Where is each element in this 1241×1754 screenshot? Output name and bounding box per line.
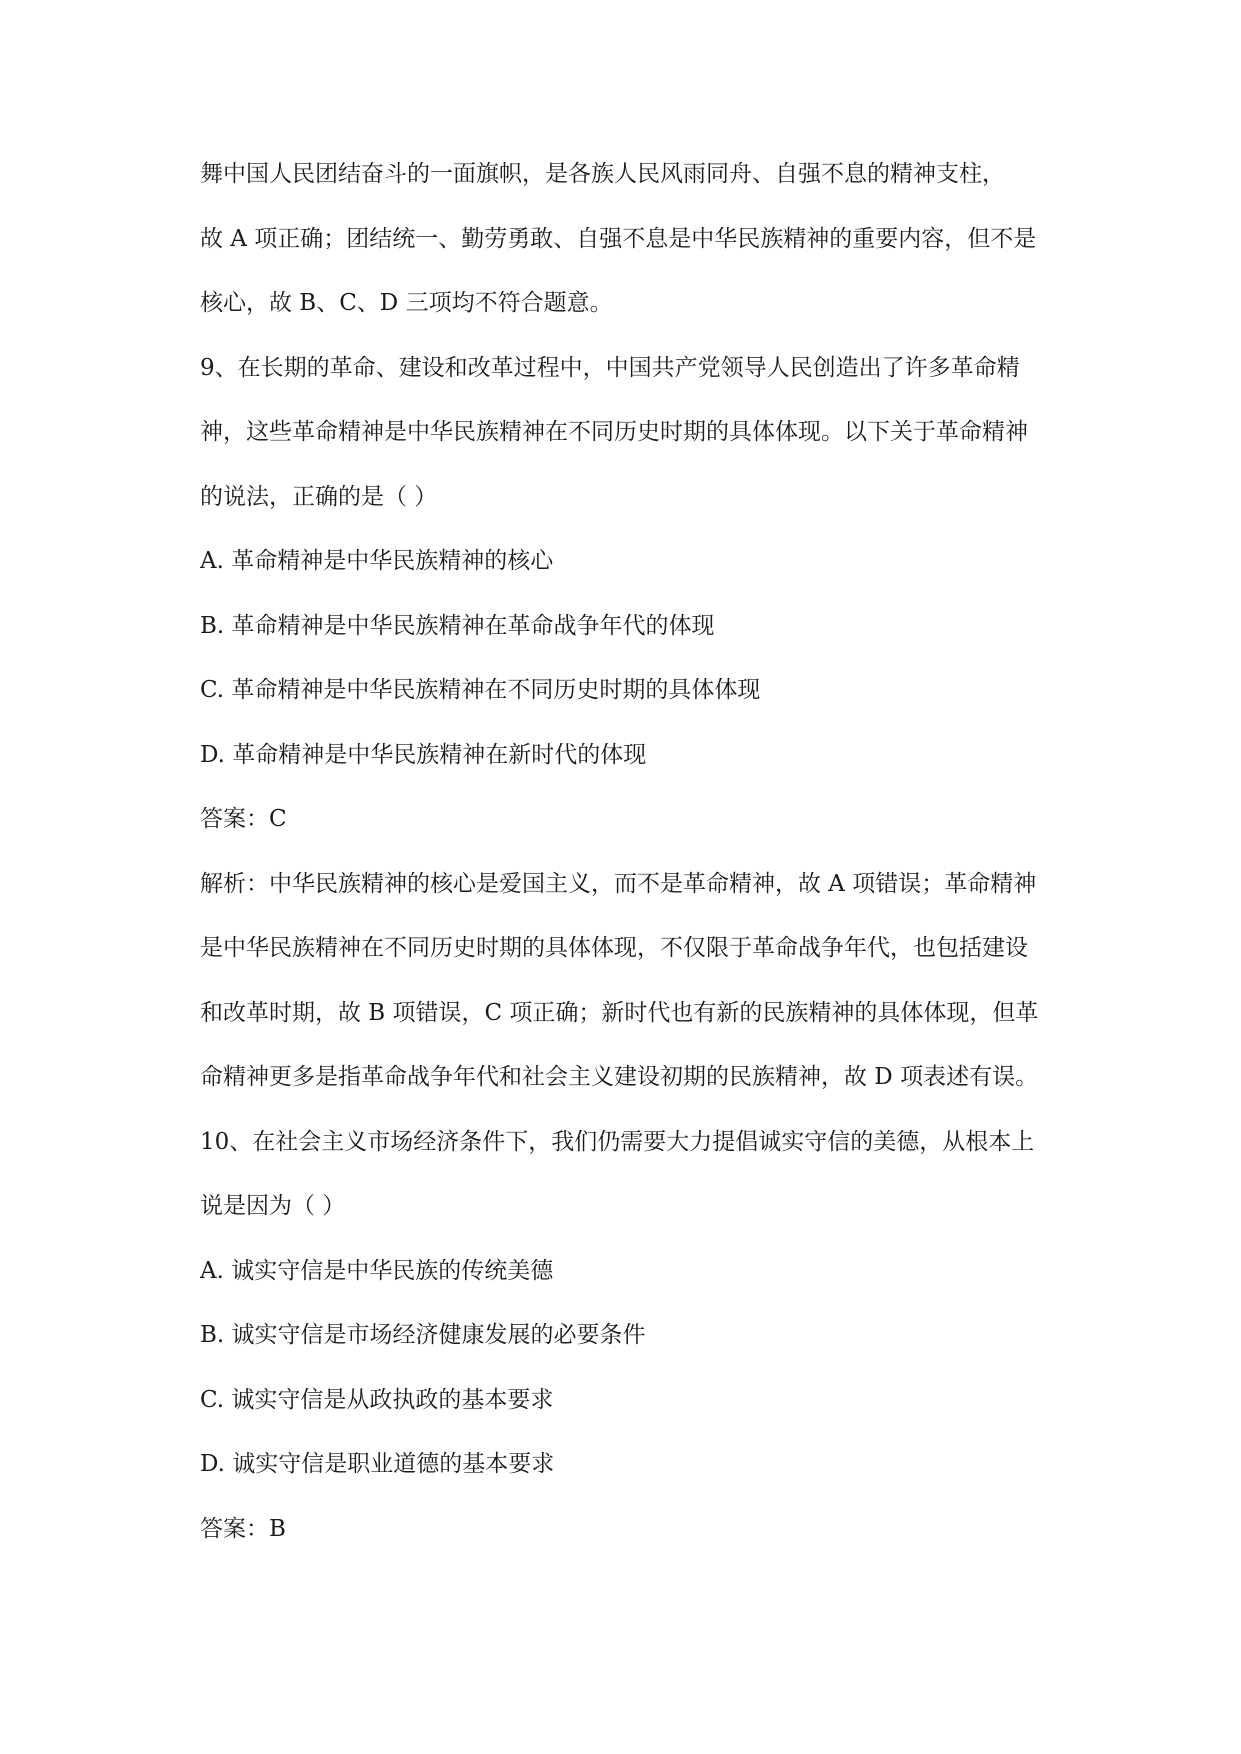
- explanation-line: 核心，故 B、C、D 三项均不符合题意。: [200, 290, 613, 316]
- question-9-explanation: 命精神更多是指革命战争年代和社会主义建设初期的民族精神，故 D 项表述有误。: [200, 1064, 1039, 1090]
- question-9-stem: 的说法，正确的是（ ）: [200, 483, 438, 510]
- explanation-line: 舞中国人民团结奋斗的一面旗帜，是各族人民风雨同舟、自强不息的精神支柱，: [200, 161, 1005, 187]
- question-9-stem: 神，这些革命精神是中华民族精神在不同历史时期的具体体现。以下关于革命精神: [200, 419, 1028, 445]
- question-10-option-d: D. 诚实守信是职业道德的基本要求: [200, 1451, 555, 1477]
- question-10-option-a: A. 诚实守信是中华民族的传统美德: [200, 1257, 554, 1284]
- question-9-stem: 9、在长期的革命、建设和改革过程中，中国共产党领导人民创造出了许多革命精: [200, 354, 1020, 381]
- question-9-explanation: 是中华民族精神在不同历史时期的具体体现，不仅限于革命战争年代，也包括建设: [200, 935, 1028, 961]
- document-page: [200, 142, 1080, 1561]
- question-10-answer: 答案：B: [200, 1515, 286, 1542]
- question-10-stem: 说是因为（ ）: [200, 1193, 346, 1219]
- question-9-answer: 答案：C: [200, 806, 287, 832]
- explanation-line: 故 A 项正确；团结统一、勤劳勇敢、自强不息是中华民族精神的重要内容，但不是: [200, 225, 1037, 252]
- question-9-explanation: 和改革时期，故 B 项错误，C 项正确；新时代也有新的民族精神的具体体现，但革: [200, 999, 1039, 1026]
- question-10-stem: 10、在社会主义市场经济条件下，我们仍需要大力提倡诚实守信的美德，从根本上: [200, 1128, 1035, 1155]
- question-9-option-c: C. 革命精神是中华民族精神在不同历史时期的具体体现: [200, 677, 761, 703]
- question-9-option-d: D. 革命精神是中华民族精神在新时代的体现: [200, 741, 647, 768]
- question-9-explanation: 解析：中华民族精神的核心是爱国主义，而不是革命精神，故 A 项错误；革命精神: [200, 870, 1037, 897]
- question-9-option-b: B. 革命精神是中华民族精神在革命战争年代的体现: [200, 612, 715, 639]
- question-9-option-a: A. 革命精神是中华民族精神的核心: [200, 548, 554, 574]
- question-10-option-c: C. 诚实守信是从政执政的基本要求: [200, 1386, 554, 1413]
- question-10-option-b: B. 诚实守信是市场经济健康发展的必要条件: [200, 1322, 646, 1348]
